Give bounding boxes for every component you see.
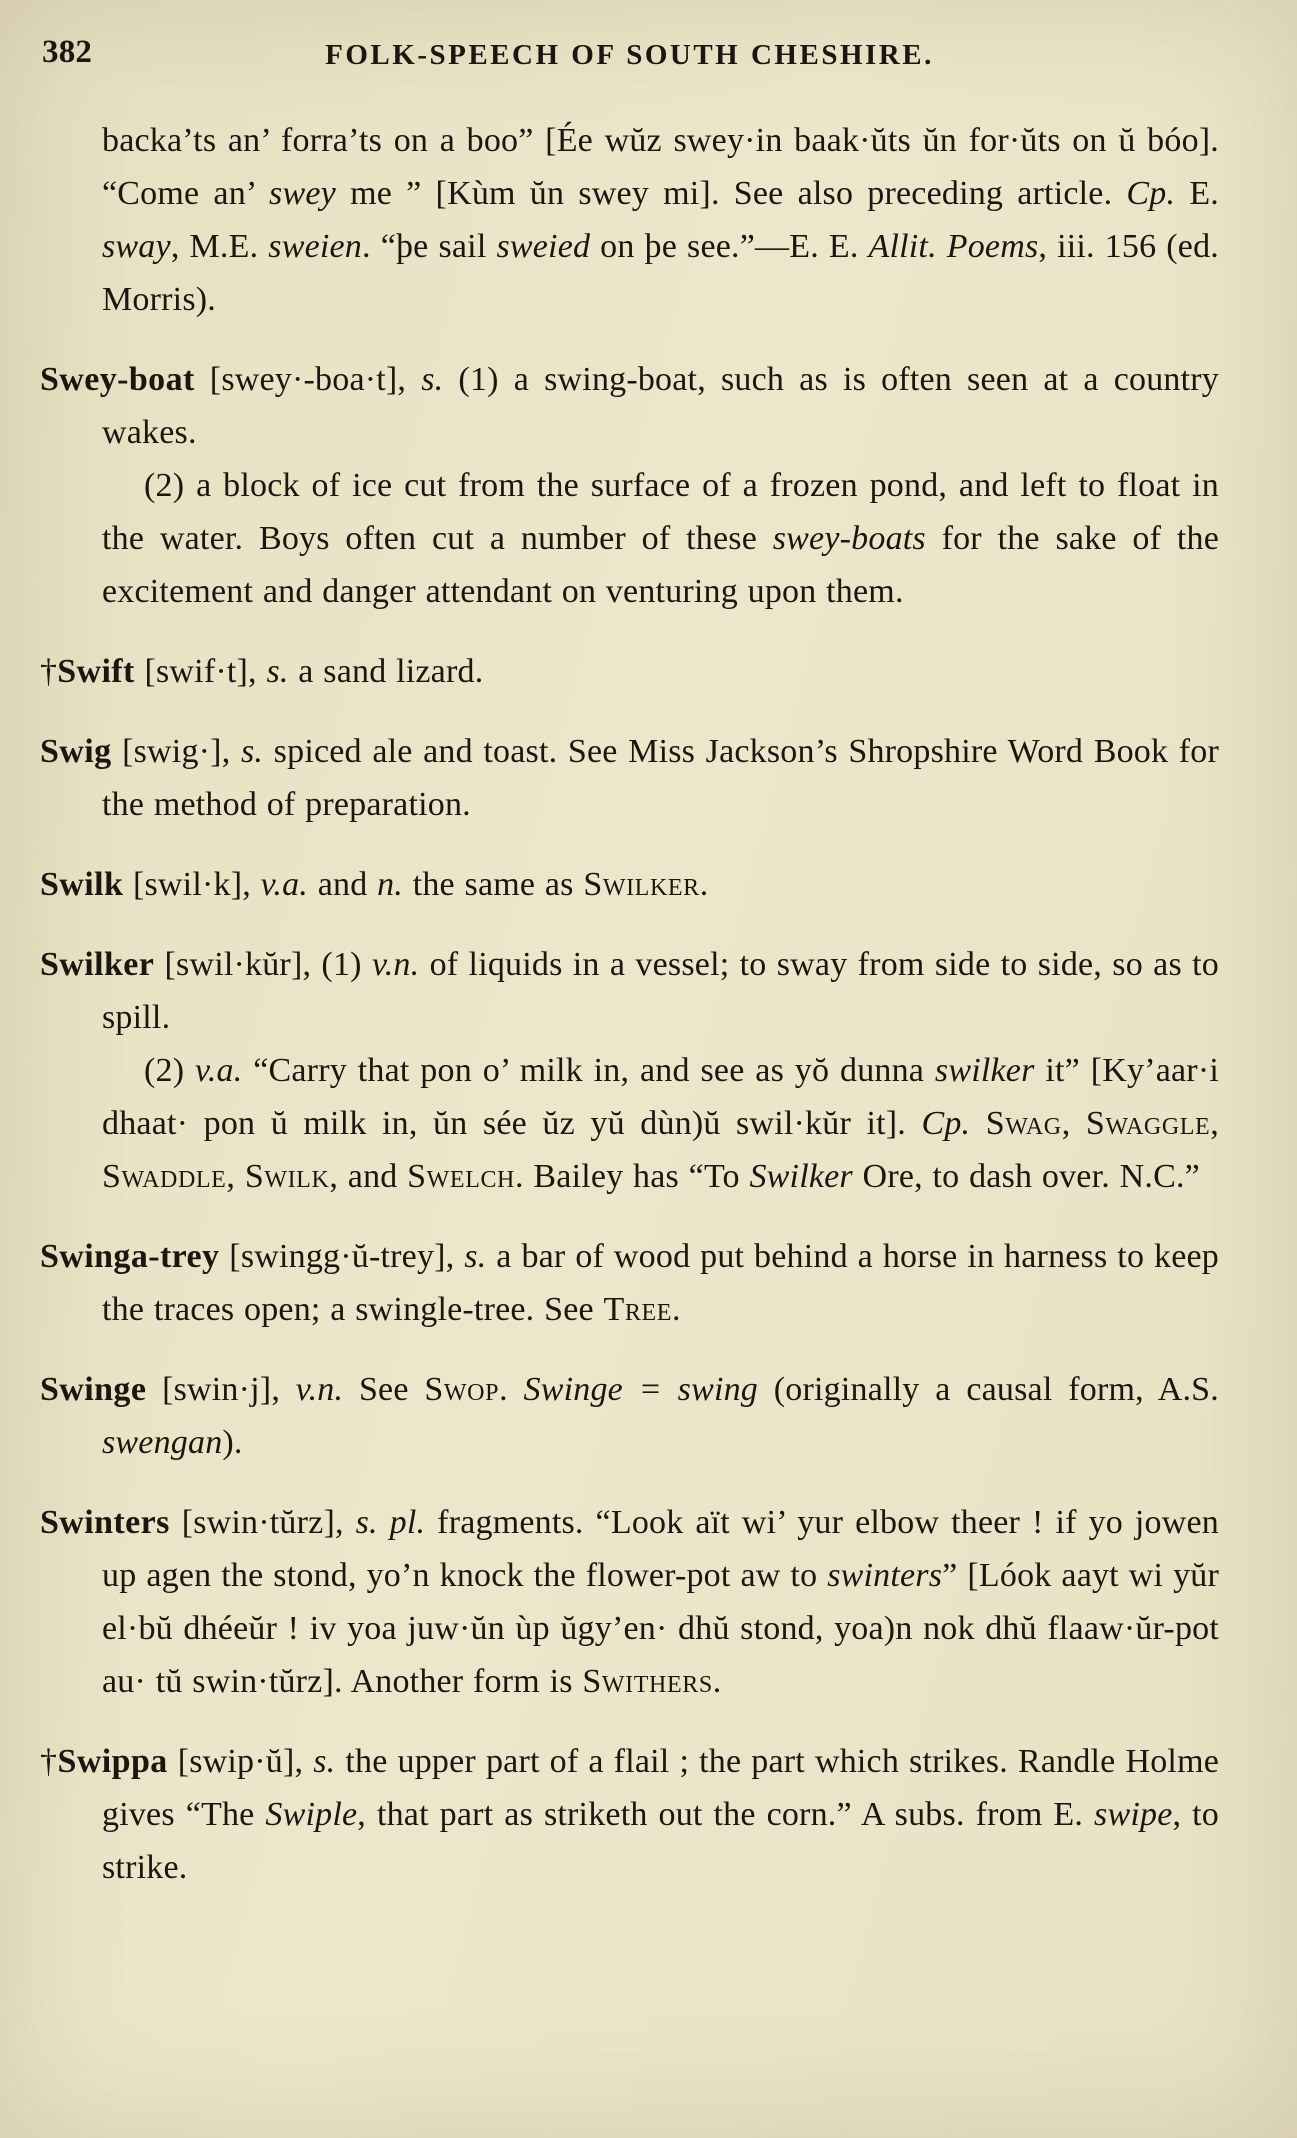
text-run: s. [421, 361, 444, 398]
headword: Swift [57, 653, 135, 690]
paragraph [40, 1363, 1219, 1469]
dictionary-entry-swippa [40, 1735, 1219, 1894]
text-run: See [343, 1371, 425, 1408]
text-run: and [308, 866, 378, 903]
text-run: ). [222, 1424, 243, 1461]
headword: Swilk [40, 866, 124, 903]
text-run: me ” [Kùm ŭn swey mi]. See also preceding article. [335, 175, 1127, 212]
text-run: v.n. [371, 946, 420, 983]
text-run: spiced ale and toast. See Miss Jackson’s Shropshire Word Book for the method of preparation. [102, 733, 1219, 823]
headword: Swinters [40, 1504, 170, 1541]
text-run: [swip·ŭ], [167, 1743, 314, 1780]
text-run: Cp. [1126, 175, 1176, 212]
headword: Swippa [57, 1743, 168, 1780]
text-run: . [699, 866, 709, 903]
text-run: [swin·tŭrz], [169, 1504, 356, 1541]
text-run: Swaddle [102, 1158, 227, 1195]
paragraph [40, 1496, 1219, 1708]
dictionary-entry-swig [40, 725, 1219, 831]
text-run: it” [Ky’aar·i dhaat· pon ŭ milk in, ŭn sée ŭz yŭ dùn)ŭ swil·kŭr it]. [102, 1052, 1219, 1142]
headword: Swey-boat [40, 361, 195, 398]
text-run: v.a. [195, 1052, 243, 1089]
text-run: s. pl. [355, 1504, 426, 1541]
text-run: the same as [403, 866, 584, 903]
text-run: [swil·k], [123, 866, 261, 903]
headword: Swinge [40, 1371, 147, 1408]
text-run: . [712, 1663, 722, 1700]
text-run: . “þe sail [362, 228, 497, 265]
text-run: [swif·t], [134, 653, 267, 690]
text-run: , that part as striketh out the corn.” A subs. from E. [357, 1796, 1095, 1833]
text-run: v.a. [260, 866, 308, 903]
text-run: Swaggle [1085, 1105, 1211, 1142]
text-run: sweied [496, 228, 591, 265]
text-run: sweien [268, 228, 363, 265]
paragraph [40, 114, 1219, 326]
text-run: a bar of wood put behind a horse in harness to keep the traces open; a swingle-tree. See [102, 1238, 1219, 1328]
text-run: for the sake of the excitement and danger attendant on venturing upon them. [102, 520, 1219, 610]
text-run: ” [Lóok aayt wi yŭr el·bŭ dhéeŭr ! iv yoa juw·ŭn ùp ŭgy’en· dhŭ stond, yoa)n nok dhŭ flaaw·ŭr-pot au· tŭ swin·tŭrz]. Another form is [102, 1557, 1219, 1700]
text-run: Swilker [583, 866, 700, 903]
dictionary-entry-swinge [40, 1363, 1219, 1469]
text-run: , M.E. [170, 228, 269, 265]
text-run: , [226, 1158, 245, 1195]
headword: Swilker [40, 946, 155, 983]
paragraph [40, 725, 1219, 831]
headword: Swig [40, 733, 112, 770]
dictionary-entry-swey-boat [40, 353, 1219, 618]
text-run: † [40, 653, 58, 690]
paragraph [40, 1735, 1219, 1894]
paragraph [40, 645, 1219, 698]
text-run: swipe [1094, 1796, 1173, 1833]
text-run: Tree [603, 1291, 672, 1328]
text-run: swengan [102, 1424, 223, 1461]
text-run: , [1061, 1105, 1086, 1142]
text-run: Ore, to dash over. N.C.” [852, 1158, 1200, 1195]
text-run: fragments. “Look aït wi’ yur elbow theer ! if yo jowen up agen the stond, yo’n knock the flower-pot aw to [102, 1504, 1219, 1594]
paragraph [40, 459, 1219, 618]
text-run: Swelch [407, 1158, 515, 1195]
text-run: [swingg·ŭ-trey], [219, 1238, 465, 1275]
text-run: v.n. [295, 1371, 344, 1408]
text-run [970, 1105, 985, 1142]
text-run: Swiple [265, 1796, 358, 1833]
dictionary-entry-swinters [40, 1496, 1219, 1708]
text-run: Cp. [921, 1105, 971, 1142]
text-run: [swey·-boa·t], [194, 361, 422, 398]
paragraph [40, 1044, 1219, 1203]
page-number: 382 [42, 34, 93, 70]
text-run: a sand lizard. [288, 653, 484, 690]
headword: Swinga-trey [40, 1238, 220, 1275]
text-run: of liquids in a vessel; to sway from side to side, so as to spill. [102, 946, 1219, 1036]
text-run: Swinge = swing [523, 1371, 758, 1408]
text-run: . Bailey has “To [515, 1158, 750, 1195]
text-run: E. [1175, 175, 1219, 212]
running-title: FOLK-SPEECH OF SOUTH CHESHIRE. [325, 39, 934, 71]
text-run: Swop [424, 1371, 500, 1408]
page-header [40, 26, 1219, 72]
text-run: † [40, 1743, 58, 1780]
text-run: s. [240, 733, 264, 770]
dictionary-entry-continuation [40, 114, 1219, 326]
text-run: swinters [827, 1557, 943, 1594]
text-run: sway [102, 228, 171, 265]
entries [40, 114, 1219, 1894]
text-run: swey-boats [772, 520, 926, 557]
text-run: (originally a causal form, A.S. [758, 1371, 1219, 1408]
paragraph [40, 938, 1219, 1044]
text-run: swilker [934, 1052, 1035, 1089]
text-run: the upper part of a flail ; the part which strikes. Randle Holme gives “The [102, 1743, 1220, 1833]
text-run: backa’ts an’ forra’ts on a boo” [Ée wŭz swey·in baak·ŭts ŭn for·ŭts on ŭ bóo]. “Come an’ [102, 122, 1219, 212]
text-run: . [499, 1371, 524, 1408]
text-run: . [671, 1291, 681, 1328]
text-run: [swil·kŭr], (1) [154, 946, 372, 983]
text-run: s. [464, 1238, 487, 1275]
text-run: , to strike. [102, 1796, 1219, 1886]
text-run: , and [329, 1158, 408, 1195]
text-run: (2) a block of ice cut from the surface of a frozen pond, and left to float in the water. Boys often cut a number of these [102, 467, 1219, 557]
paragraph [40, 1230, 1219, 1336]
text-run: “Carry that pon o’ milk in, and see as yŏ dunna [242, 1052, 935, 1089]
text-run: Allit. Poems [868, 228, 1039, 265]
text-run: (1) a swing-boat, such as is often seen at a country wakes. [102, 361, 1219, 451]
text-run: (2) [144, 1052, 196, 1089]
text-run: [swin·j], [146, 1371, 296, 1408]
text-run: [swig·], [111, 733, 241, 770]
text-run: Swag [985, 1105, 1062, 1142]
dictionary-entry-swilk [40, 858, 1219, 911]
dictionary-entry-swinga-trey [40, 1230, 1219, 1336]
text-run: on þe see.”—E. E. [590, 228, 869, 265]
text-run: Swilker [749, 1158, 853, 1195]
text-run: s. [266, 653, 289, 690]
text-run: s. [313, 1743, 336, 1780]
text-run: , [1210, 1105, 1219, 1142]
text-run: , iii. 156 (ed. Morris). [102, 228, 1219, 318]
dictionary-entry-swift [40, 645, 1219, 698]
text-run: n. [377, 866, 403, 903]
text-run: Swilk [244, 1158, 330, 1195]
text-run: Swithers [582, 1663, 713, 1700]
text-run: swey [269, 175, 336, 212]
dictionary-entry-swilker [40, 938, 1219, 1203]
paragraph [40, 858, 1219, 911]
paragraph [40, 353, 1219, 459]
